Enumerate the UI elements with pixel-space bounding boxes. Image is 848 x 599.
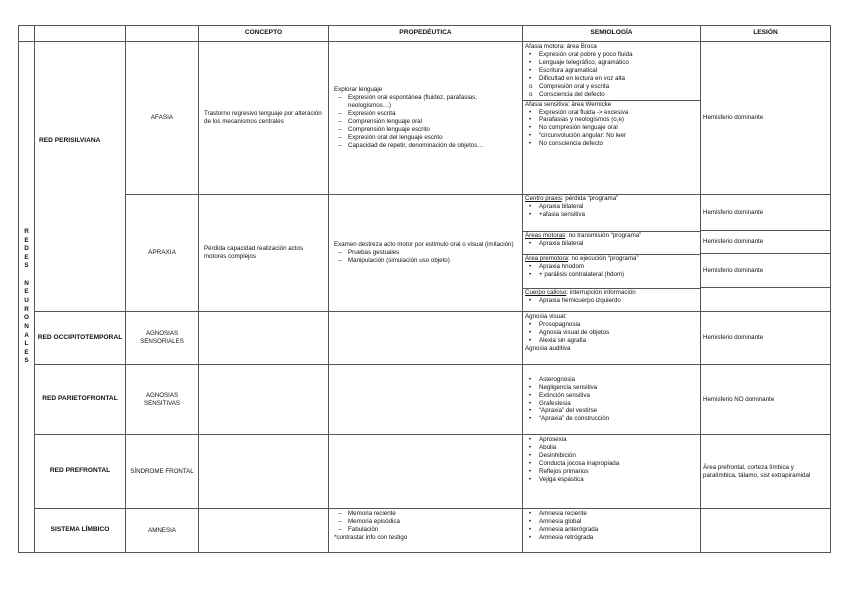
afasia-concepto: Trastorno regresivo lenguaje por alteración de los mecanismos centrales [199, 42, 329, 195]
list-item: – Fabulación [334, 526, 520, 534]
parietofrontal-lesion: Hemisferio NO dominante [701, 365, 831, 435]
list-item: o Compresión oral y escrita [525, 83, 698, 91]
list-item: • Vejiga espástica [525, 476, 698, 484]
list-item: • Alexia sin agrafia [525, 337, 698, 345]
apraxia-s2-title-u: Áreas motoras [525, 232, 566, 239]
list-item: • Grafestesia [525, 400, 698, 408]
list-item: – Memoria episódica [334, 518, 520, 526]
list-item: • Aprosexia [525, 436, 698, 444]
header-concepto: CONCEPTO [199, 26, 329, 42]
apraxia-lesion [701, 195, 831, 312]
prefrontal-semiologia [523, 435, 701, 509]
list-item: • Agnosia visual de objetos [525, 329, 698, 337]
apraxia-lesion-1: Hemisferio dominante [703, 208, 764, 216]
row-apraxia [19, 195, 831, 312]
apraxia-s3-title-u: Área premotora [525, 255, 568, 262]
list-item: • Amnesia reciente [525, 510, 698, 518]
apraxia-lesion-2: Hemisferio dominante [701, 230, 830, 253]
list-item: • +afasia sensitiva [525, 211, 698, 219]
apraxia-s4-title-u: Cuerpo calloso [525, 289, 567, 296]
header-blank-3 [126, 26, 199, 42]
list-item: • Escritura agramatical [525, 67, 698, 75]
parietofrontal-concepto [199, 365, 329, 435]
list-item: • Dificultad en lectura en voz alta [525, 75, 698, 83]
prefrontal-lesion: Área prefrontal, corteza límbica y paralímbica, tálamo, sist extrapiramidal [701, 435, 831, 509]
apraxia-s1-title-u: Centro praxis [525, 195, 562, 202]
list-item: • Conducta jocosa inapropiada [525, 460, 698, 468]
header-semiologia: SEMIOLOGÍA [523, 26, 701, 42]
list-item: • Desinhibición [525, 452, 698, 460]
red-occipitotemporal: RED OCCIPITOTEMPORAL [35, 312, 126, 365]
list-item: • Amnesia global [525, 518, 698, 526]
red-perisilviana: RED PERISILVIANA [35, 42, 126, 312]
afasia-propedeutica [329, 42, 523, 195]
list-item: • Parafasias y neologismos (o,e) [525, 116, 698, 124]
occipitotemporal-propedeutica [329, 312, 523, 365]
header-propedeutica: PROPEDÉUTICA [329, 26, 523, 42]
occipitotemporal-name: AGNOSIAS SENSORIALES [126, 312, 199, 365]
red-limbico: SISTEMA LÍMBICO [35, 509, 126, 553]
list-item: • Apraxia bilateral [525, 240, 698, 248]
parietofrontal-propedeutica [329, 365, 523, 435]
red-prefrontal: RED PREFRONTAL [35, 435, 126, 509]
list-item: • Lenguaje telegráfico, agramático [525, 59, 698, 67]
list-item: • Negligencia sensitiva [525, 384, 698, 392]
afasia-lesion: Hemisferio dominante [701, 42, 831, 195]
header-blank-1 [19, 26, 35, 42]
prefrontal-concepto [199, 435, 329, 509]
header-row [19, 26, 831, 42]
list-item: • “circunvolución angular: No leer [525, 132, 698, 140]
parietofrontal-semiologia [523, 365, 701, 435]
list-item: – Expresión oral espontánea (fluidez, parafasias, neologismos…) [334, 94, 520, 110]
occipitotemporal-sem-footer: Agnosia auditiva [525, 344, 571, 352]
list-item: • Prosopagnosia [525, 321, 698, 329]
apraxia-propedeutica [329, 195, 523, 312]
apraxia-lesion-3: Hemisferio dominante [701, 253, 830, 287]
list-item: • No consciencia defecto [525, 140, 698, 148]
occipitotemporal-semiologia [523, 312, 701, 365]
list-item: – Manipulación (simulación uso objeto) [334, 257, 520, 265]
limbico-name: AMNESIA [126, 509, 199, 553]
apraxia-s1-title-rest: : pérdida “programa” [561, 195, 619, 202]
afasia-semiologia [523, 42, 701, 195]
row-prefrontal [19, 435, 831, 509]
list-item: • Expresión oral pobre y poco fluida [525, 51, 698, 59]
prefrontal-propedeutica [329, 435, 523, 509]
list-item: • “Apraxia” de construcción [525, 415, 698, 423]
apraxia-semiologia [523, 195, 701, 312]
apraxia-s3-title-rest: : no ejecución “programa” [568, 255, 639, 262]
row-limbico [19, 509, 831, 553]
list-item: • No compresión lenguaje oral [525, 124, 698, 132]
row-afasia [19, 42, 831, 195]
limbico-concepto [199, 509, 329, 553]
header-blank-2 [35, 26, 126, 42]
list-item: • Expresión oral fluida -> excesiva [525, 109, 698, 117]
apraxia-name: APRAXIA [126, 195, 199, 312]
apraxia-lesion-4 [701, 287, 830, 310]
prefrontal-name: SÍNDROME FRONTAL [126, 435, 199, 509]
list-item: • Apraxia bilateral [525, 203, 698, 211]
list-item: • Apraxia hemicuerpo izquierdo [525, 297, 698, 305]
apraxia-concepto: Pérdida capacidad realización actos motores complejos [199, 195, 329, 312]
limbico-lesion [701, 509, 831, 553]
parietofrontal-name: AGNOSIAS SENSITIVAS [126, 365, 199, 435]
list-item: • Amnesia retrógrada [525, 534, 698, 542]
list-item: – Expresión escrita [334, 110, 520, 118]
occipitotemporal-concepto [199, 312, 329, 365]
list-item: • Amnesia anterógrada [525, 526, 698, 534]
apraxia-s4-title-rest: : interrupción información [566, 289, 636, 296]
red-parietofrontal: RED PARIETOFRONTAL [35, 365, 126, 435]
list-item: • + parálisis contralateral (hdom) [525, 271, 698, 279]
list-item: o Consciencia del defecto [525, 91, 698, 99]
afasia-sensitiva-title: Afasia sensitiva: área Wernicke [525, 100, 612, 108]
limbico-prop-note: *contrastar info con testigo [334, 533, 408, 541]
list-item: • Asterognosia [525, 376, 698, 384]
list-item: • Apraxia hnodom [525, 263, 698, 271]
apraxia-prop-title: Examen destreza acto motor por estimulo oral o visual (imitación) [334, 241, 514, 249]
row-parietofrontal [19, 365, 831, 435]
list-item: • Extinción sensitiva [525, 392, 698, 400]
list-item: – Memoria reciente [334, 510, 520, 518]
neuro-table [18, 25, 831, 553]
list-item: • Abulia [525, 444, 698, 452]
apraxia-s2-title-rest: : no transmisión “programa” [565, 232, 642, 239]
side-label-redes-neuronales: R E D E S N E U R O N A L E S [19, 42, 35, 553]
list-item: – Pruebas gestuales [334, 249, 520, 257]
header-lesion: LESIÓN [701, 26, 831, 42]
list-item: – Capacidad de repetir, denominación de objetos… [334, 142, 520, 150]
afasia-motora-title: Afasia motora: área Broca [525, 43, 597, 50]
limbico-propedeutica [329, 509, 523, 553]
afasia-prop-title: Explorar lenguaje [334, 86, 383, 94]
list-item: • Reflejos primarios [525, 468, 698, 476]
list-item: – Expresión oral del lenguaje escrito [334, 134, 520, 142]
list-item: • “Apraxia” del vestirse [525, 407, 698, 415]
afasia-name: AFASIA [126, 42, 199, 195]
occipitotemporal-sem-title: Agnosia visual: [525, 313, 567, 320]
list-item: – Comprensión lenguaje escrito [334, 126, 520, 134]
limbico-semiologia [523, 509, 701, 553]
row-occipitotemporal [19, 312, 831, 365]
list-item: – Comprensión lenguaje oral [334, 118, 520, 126]
occipitotemporal-lesion: Hemisferio dominante [701, 312, 831, 365]
